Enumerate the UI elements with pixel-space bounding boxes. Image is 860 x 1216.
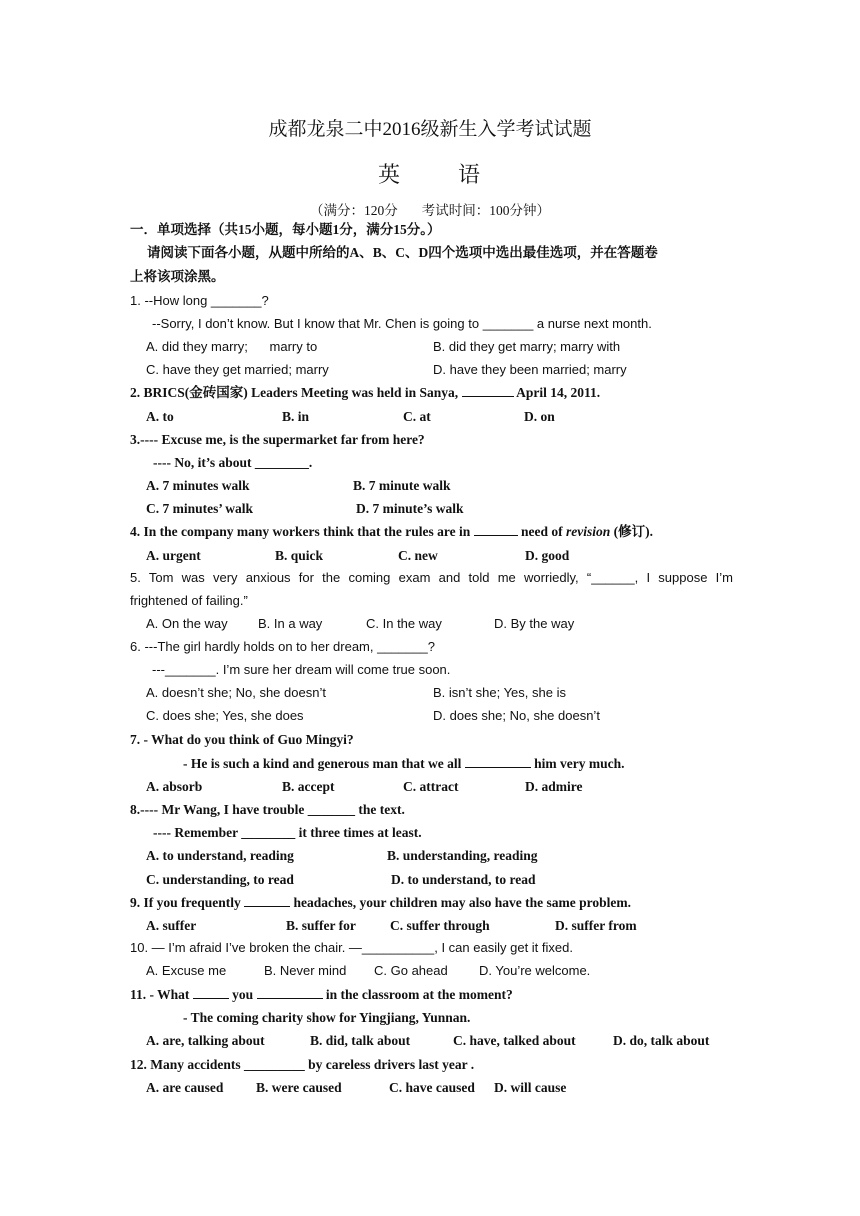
question-9-stem: 9. If you frequently headaches, your children may also have the same problem. [130, 895, 632, 910]
question-5-option-a: A. On the way [146, 616, 228, 631]
question-10-option-c: C. Go ahead [374, 963, 448, 978]
question-7-option-b: B. accept [282, 779, 335, 794]
question-7-stem: 7. - What do you think of Guo Mingyi? [130, 732, 354, 747]
question-10-option-b: B. Never mind [264, 963, 347, 978]
question-11-option-c: C. have, talked about [453, 1033, 576, 1048]
question-3-option-c: C. 7 minutes’ walk [146, 501, 254, 516]
question-11-option-d: D. do, talk about [613, 1033, 710, 1048]
question-5-stem-line-1: 5. Tom was very anxious for the coming exam and told me worriedly, “______, I suppose I’m [130, 570, 733, 585]
question-4-stem: 4. In the company many workers think that the rules are in need of revision (修订). [130, 524, 654, 539]
question-6-reply: ---_______. I’m sure her dream will come true soon. [152, 662, 451, 677]
question-4-option-a: A. urgent [146, 548, 201, 563]
answer-blank [193, 986, 229, 999]
exam-title: 成都龙泉二中2016级新生入学考试试题 [268, 119, 592, 140]
question-5-option-d: D. By the way [494, 616, 575, 631]
question-3-option-d: D. 7 minute’s walk [356, 501, 464, 516]
question-11-option-b: B. did, talk about [310, 1033, 411, 1048]
full-score: （满分：120分 [310, 203, 398, 218]
question-2-stem: 2. BRICS(金砖国家) Leaders Meeting was held in Sanya, April 14, 2011. [130, 385, 601, 400]
question-11-reply: - The coming charity show for Yingjiang, Yunnan. [183, 1010, 471, 1025]
question-9-option-d: D. suffer from [555, 918, 637, 933]
answer-blank [462, 384, 514, 397]
question-7-reply: - He is such a kind and generous man that we all him very much. [183, 756, 625, 771]
question-7-option-c: C. attract [403, 779, 459, 794]
subject-char-1: 英 [377, 162, 402, 187]
question-4-option-c: C. new [398, 548, 438, 563]
question-5-stem-line-2: frightened of failing.” [130, 593, 248, 608]
question-1-option-d: D. have they been married; marry [433, 362, 627, 377]
question-8-option-c: C. understanding, to read [146, 872, 294, 887]
question-7-option-d: D. admire [525, 779, 583, 794]
question-12-option-d: D. will cause [494, 1080, 567, 1095]
question-6-option-b: B. isn’t she; Yes, she is [433, 685, 566, 700]
question-5-option-b: B. In a way [258, 616, 323, 631]
question-8-option-d: D. to understand, to read [391, 872, 536, 887]
exam-time: 考试时间：100分钟） [421, 203, 550, 218]
section-heading: 一．单项选择（共15小题，每小题1分，满分15分。） [130, 222, 441, 237]
question-4-option-b: B. quick [275, 548, 324, 563]
question-2-option-d: D. on [524, 409, 555, 424]
question-6-stem: 6. ---The girl hardly holds on to her dream, _______? [130, 639, 435, 654]
question-9-option-c: C. suffer through [390, 918, 490, 933]
question-7-option-a: A. absorb [146, 779, 203, 794]
question-8-stem: 8.---- Mr Wang, I have trouble _______ the text. [130, 802, 405, 817]
question-8-reply: ---- Remember ________ it three times at least. [153, 825, 422, 840]
question-3-option-a: A. 7 minutes walk [146, 478, 250, 493]
subject-heading [0, 158, 860, 189]
question-12-stem: 12. Many accidents _________ by careless drivers last year . [130, 1057, 475, 1072]
question-2-option-c: C. at [403, 409, 431, 424]
question-12-option-c: C. have caused [389, 1080, 475, 1095]
question-1-stem: 1. --How long _______? [130, 293, 269, 308]
question-3-reply: ---- No, it’s about ________. [153, 455, 313, 470]
question-6-option-a: A. doesn’t she; No, she doesn’t [146, 685, 326, 700]
question-1-reply: --Sorry, I don’t know. But I know that Mr. Chen is going to _______ a nurse next month. [152, 316, 652, 331]
question-5-option-c: C. In the way [366, 616, 442, 631]
question-1-option-a: A. did they marry; marry to [146, 339, 318, 354]
question-3-stem: 3.---- Excuse me, is the supermarket far from here? [130, 432, 425, 447]
question-11-stem: 11. - What you in the classroom at the moment? [130, 987, 513, 1002]
answer-blank [257, 986, 323, 999]
question-10-stem: 10. — I’m afraid I’ve broken the chair. —__________, I can easily get it fixed. [130, 940, 573, 955]
question-11-option-a: A. are, talking about [146, 1033, 265, 1048]
question-9-option-b: B. suffer for [286, 918, 356, 933]
answer-blank [465, 755, 531, 768]
answer-blank [244, 894, 290, 907]
answer-blank [474, 523, 518, 536]
question-6-option-d: D. does she; No, she doesn’t [433, 708, 600, 723]
question-1-option-b: B. did they get marry; marry with [433, 339, 621, 354]
question-12-option-a: A. are caused [146, 1080, 224, 1095]
section-instruction-1: 请阅读下面各小题，从题中所给的A、B、C、D四个选项中选出最佳选项，并在答题卷 [147, 245, 658, 260]
question-10-option-a: A. Excuse me [146, 963, 227, 978]
section-instruction-2: 上将该项涂黑。 [130, 269, 225, 284]
question-12-option-b: B. were caused [256, 1080, 342, 1095]
question-6-option-c: C. does she; Yes, she does [146, 708, 304, 723]
question-3-option-b: B. 7 minute walk [353, 478, 451, 493]
question-8-option-b: B. understanding, reading [387, 848, 538, 863]
subject-char-2: 语 [458, 162, 483, 187]
question-2-option-a: A. to [146, 409, 174, 424]
question-10-option-d: D. You’re welcome. [479, 963, 591, 978]
question-4-option-d: D. good [525, 548, 570, 563]
question-8-option-a: A. to understand, reading [146, 848, 294, 863]
score-info [0, 199, 860, 219]
question-2-option-b: B. in [282, 409, 310, 424]
question-1-option-c: C. have they get married; marry [146, 362, 329, 377]
question-9-option-a: A. suffer [146, 918, 197, 933]
